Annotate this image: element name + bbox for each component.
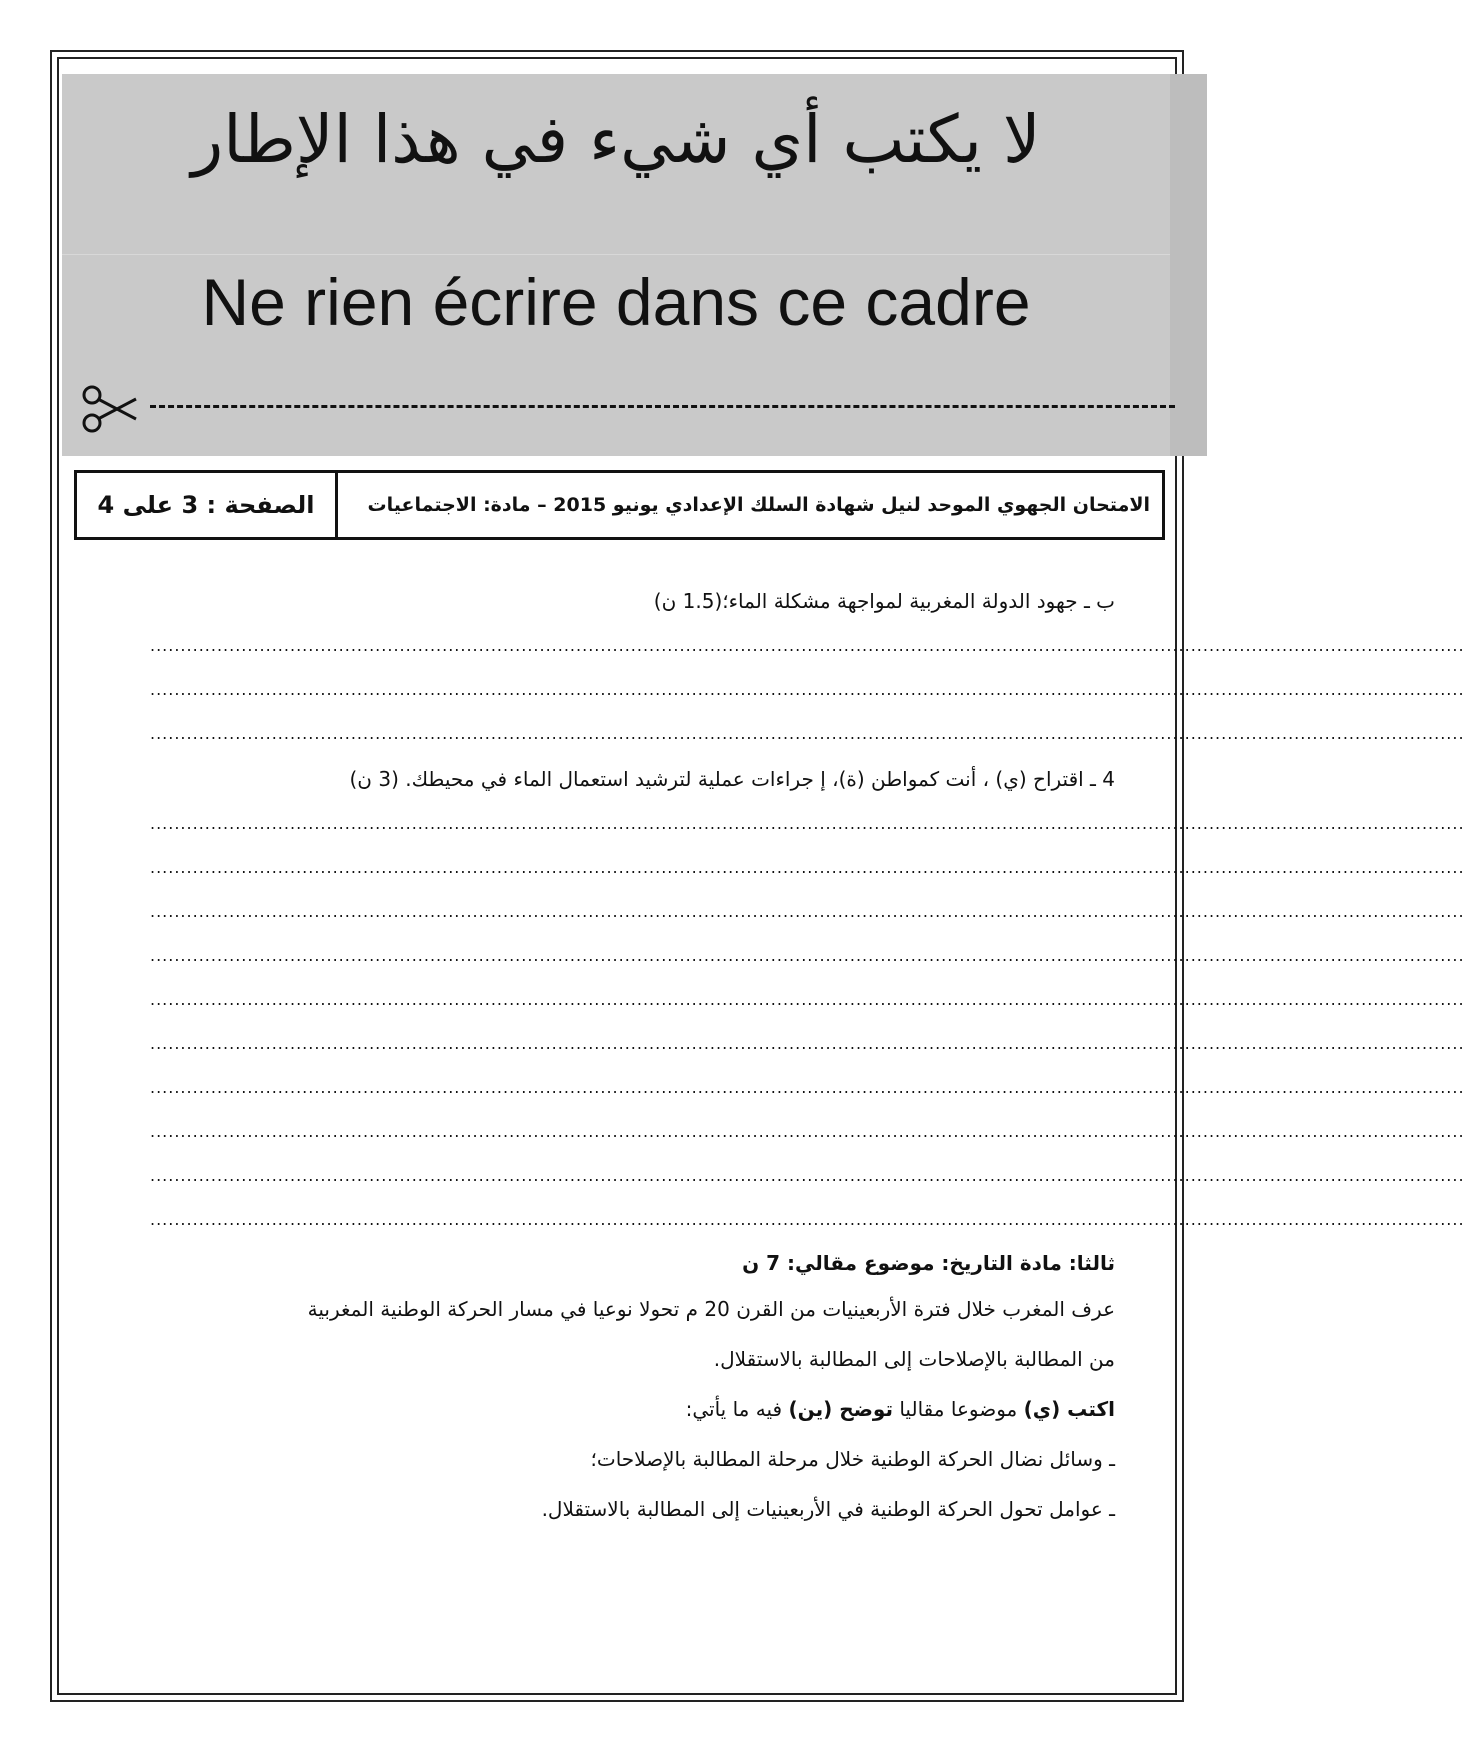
instruction-explain: توضح (ين) [788,1397,893,1421]
answer-line[interactable]: ........................................................................................................................................................................................................................ [150,1122,1465,1141]
instruction-topic: موضوعا مقاليا [892,1397,1024,1421]
section3-intro-line1: عرف المغرب خلال فترة الأربعينيات من القرن 20 م تحولا نوعيا في مسار الحركة الوطنية المغربية [307,1297,1115,1321]
question-4: 4 ـ اقتراح (ي) ، أنت كمواطن (ة)، إ جراءات عملية لترشيد استعمال الماء في محيطك. (3 ن) [349,767,1115,791]
cut-line [80,385,1175,435]
answer-line[interactable]: ........................................................................................................................................................................................................................ [150,814,1465,833]
section3-item2: ـ عوامل تحول الحركة الوطنية في الأربعينيات إلى المطالبة بالاستقلال. [541,1497,1115,1521]
no-write-zone-divider [62,254,1170,255]
answer-line[interactable]: ........................................................................................................................................................................................................................ [150,1078,1465,1097]
answer-line[interactable]: ........................................................................................................................................................................................................................ [150,990,1465,1009]
page-number: الصفحة : 3 على 4 [77,473,338,537]
answer-line[interactable]: ........................................................................................................................................................................................................................ [150,1210,1465,1229]
section3-intro-line2: من المطالبة بالإصلاحات إلى المطالبة بالاستقلال. [713,1347,1115,1371]
scissors-icon [80,385,140,433]
warning-french: Ne rien écrire dans ce cadre [201,265,1031,339]
answer-line[interactable]: ........................................................................................................................................................................................................................ [150,946,1465,965]
no-write-zone-shadow [1170,74,1207,456]
question-b: ب ـ جهود الدولة المغربية لمواجهة مشكلة الماء؛(1.5 ن) [653,589,1115,613]
section3-instruction [150,1384,1115,1434]
answer-line[interactable]: ........................................................................................................................................................................................................................ [150,724,1465,743]
answer-line[interactable]: ........................................................................................................................................................................................................................ [150,902,1465,921]
answer-line[interactable]: ........................................................................................................................................................................................................................ [150,1034,1465,1053]
answer-line[interactable]: ........................................................................................................................................................................................................................ [150,1166,1465,1185]
answer-line[interactable]: ........................................................................................................................................................................................................................ [150,636,1465,655]
exam-content [150,578,1465,1534]
instruction-end: فيه ما يأتي: [685,1397,789,1421]
exam-header [74,470,1165,540]
warning-arabic: لا يكتب أي شيء في هذا الإطار [191,101,1041,178]
answer-line[interactable]: ........................................................................................................................................................................................................................ [150,858,1465,877]
exam-title: الامتحان الجهوي الموحد لنيل شهادة السلك الإعدادي يونيو 2015 – مادة: الاجتماعيات [367,494,1150,516]
section3-title: ثالثا: مادة التاريخ: موضوع مقالي: 7 ن [742,1251,1115,1275]
section3-item1: ـ وسائل نضال الحركة الوطنية خلال مرحلة المطالبة بالإصلاحات؛ [590,1447,1115,1471]
cut-dashes [150,405,1175,408]
answer-line[interactable]: ........................................................................................................................................................................................................................ [150,680,1465,699]
instruction-write: اكتب (ي) [1023,1397,1115,1421]
